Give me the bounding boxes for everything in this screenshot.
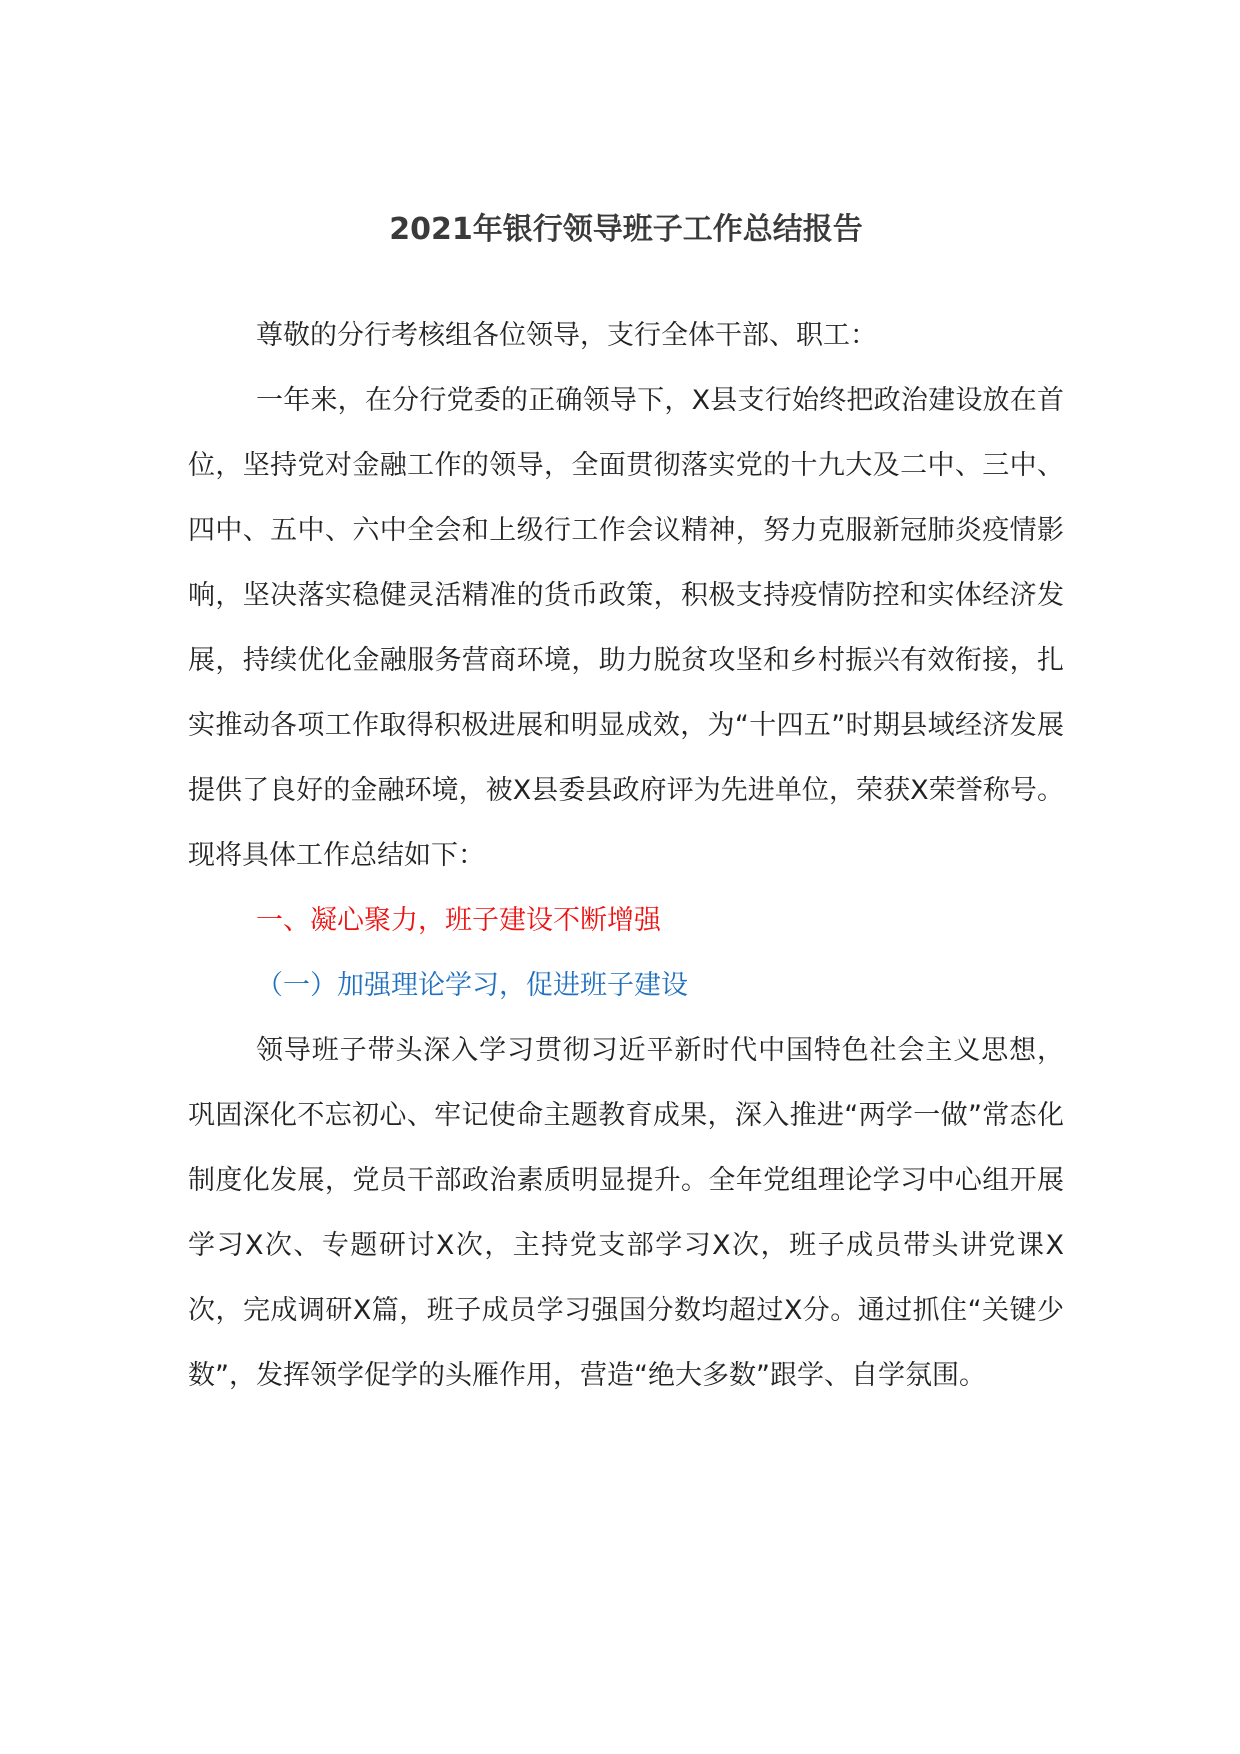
subsection-body-paragraph: 领导班子带头深入学习贯彻习近平新时代中国特色社会主义思想，巩固深化不忘初心、牢记使命主题教育成果，深入推进“两学一做”常态化制度化发展，党员干部政治素质明显提升。全年党组理论学习中心组开展学习X次、专题研讨X次，主持党支部学习X次，班子成员带头讲党课X次，完成调研X篇，班子成员学习强国分数均超过X分。通过抓住“关键少数”，发挥领学促学的头雁作用，营造“绝大多数”跟学、自学氛围。 (188, 1035, 1064, 1391)
document-body (188, 303, 1064, 1408)
salutation-paragraph: 尊敬的分行考核组各位领导，支行全体干部、职工： (256, 320, 877, 351)
subsection-heading: （一）加强理论学习，促进班子建设 (256, 970, 688, 1001)
section-heading: 一、凝心聚力，班子建设不断增强 (256, 905, 661, 936)
intro-paragraph: 一年来，在分行党委的正确领导下，X县支行始终把政治建设放在首位，坚持党对金融工作的领导，全面贯彻落实党的十九大及二中、三中、四中、五中、六中全会和上级行工作会议精神，努力克服新冠肺炎疫情影响，坚决落实稳健灵活精准的货币政策，积极支持疫情防控和实体经济发展，持续优化金融服务营商环境，助力脱贫攻坚和乡村振兴有效衔接，扎实推动各项工作取得积极进展和明显成效，为“十四五”时期县域经济发展提供了良好的金融环境，被X县委县政府评为先进单位，荣获X荣誉称号。现将具体工作总结如下： (188, 385, 1064, 871)
document-title: 2021年银行领导班子工作总结报告 (389, 212, 863, 247)
